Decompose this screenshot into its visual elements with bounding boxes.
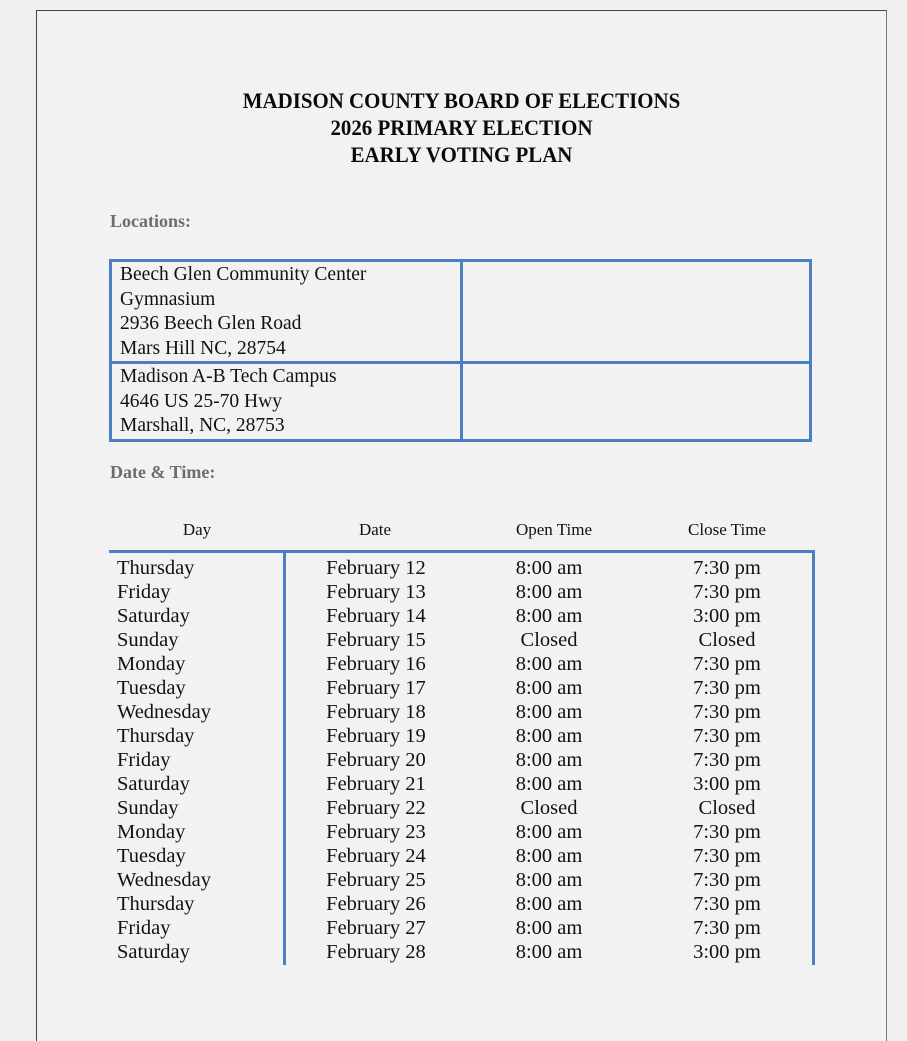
location-line: 2936 Beech Glen Road (120, 313, 302, 334)
location-line: Madison A-B Tech Campus (120, 366, 337, 387)
date-cell: February 12 (326, 557, 426, 579)
open-time-cell: 8:00 am (515, 821, 583, 843)
day-cell: Friday (117, 581, 171, 603)
schedule-row (109, 916, 815, 940)
close-time-cell: 7:30 pm (693, 725, 761, 747)
close-time-cell: 7:30 pm (693, 893, 761, 915)
location-row (111, 261, 811, 363)
open-time-cell: Closed (520, 797, 578, 819)
schedule-row (109, 820, 815, 844)
day-cell: Tuesday (117, 845, 186, 867)
close-time-cell: 7:30 pm (693, 821, 761, 843)
day-cell: Saturday (117, 773, 190, 795)
date-cell: February 20 (326, 749, 426, 771)
close-time-cell: 3:00 pm (693, 605, 761, 627)
date-cell: February 24 (326, 845, 426, 867)
date-cell: February 13 (326, 581, 426, 603)
close-time-cell: 7:30 pm (693, 557, 761, 579)
schedule-row (109, 940, 815, 964)
date-cell: February 22 (326, 797, 426, 819)
open-time-cell: 8:00 am (515, 749, 583, 771)
schedule-table (109, 550, 815, 965)
day-cell: Tuesday (117, 677, 186, 699)
open-time-cell: 8:00 am (515, 605, 583, 627)
date-cell: February 17 (326, 677, 426, 699)
open-time-cell: 8:00 am (515, 941, 583, 963)
date-cell: February 26 (326, 893, 426, 915)
schedule-row (109, 844, 815, 868)
date-cell: February 21 (326, 773, 426, 795)
date-cell: February 25 (326, 869, 426, 891)
open-time-cell: 8:00 am (515, 677, 583, 699)
location-line: Gymnasium (120, 288, 216, 310)
day-cell: Sunday (117, 629, 179, 651)
schedule-row (109, 580, 815, 604)
close-time-cell: 7:30 pm (693, 653, 761, 675)
close-time-cell: Closed (698, 797, 756, 819)
schedule-row (109, 556, 815, 580)
date-cell: February 15 (326, 629, 426, 651)
column-header-open-time: Open Time (515, 520, 593, 539)
day-cell: Friday (117, 917, 171, 939)
date-time-heading: Date & Time: (110, 462, 216, 482)
close-time-cell: 7:30 pm (693, 581, 761, 603)
day-cell: Thursday (117, 725, 195, 747)
day-cell: Friday (117, 749, 171, 771)
schedule-row (109, 676, 815, 700)
close-time-cell: 7:30 pm (693, 701, 761, 723)
column-header-date: Date (358, 520, 392, 539)
location-row (111, 363, 811, 441)
open-time-cell: 8:00 am (515, 701, 583, 723)
location-cell (111, 261, 462, 363)
schedule-row (109, 868, 815, 892)
day-cell: Sunday (117, 797, 179, 819)
close-time-cell: 7:30 pm (693, 917, 761, 939)
date-cell: February 28 (326, 941, 426, 963)
open-time-cell: 8:00 am (515, 773, 583, 795)
location-line: Mars Hill NC, 28754 (120, 337, 286, 359)
schedule-row (109, 628, 815, 652)
schedule-row (109, 724, 815, 748)
open-time-cell: 8:00 am (515, 845, 583, 867)
location-line: 4646 US 25-70 Hwy (120, 390, 282, 412)
date-cell: February 27 (326, 917, 426, 939)
document-title (37, 87, 886, 168)
open-time-cell: 8:00 am (515, 581, 583, 603)
close-time-cell: 7:30 pm (693, 749, 761, 771)
day-cell: Saturday (117, 605, 190, 627)
day-cell: Monday (117, 821, 186, 843)
close-time-cell: 7:30 pm (693, 869, 761, 891)
location-cell (111, 363, 462, 441)
day-cell: Saturday (117, 941, 190, 963)
open-time-cell: 8:00 am (515, 653, 583, 675)
schedule-rows (109, 556, 815, 964)
location-empty-cell (461, 261, 810, 363)
title-line: EARLY VOTING PLAN (350, 142, 573, 167)
open-time-cell: Closed (520, 629, 578, 651)
schedule-row (109, 892, 815, 916)
open-time-cell: 8:00 am (515, 725, 583, 747)
day-cell: Thursday (117, 557, 195, 579)
close-time-cell: 3:00 pm (693, 941, 761, 963)
locations-table (109, 259, 812, 442)
date-cell: February 19 (326, 725, 426, 747)
date-cell: February 16 (326, 653, 426, 675)
day-cell: Thursday (117, 893, 195, 915)
schedule-row (109, 604, 815, 628)
close-time-cell: 7:30 pm (693, 677, 761, 699)
location-empty-cell (461, 363, 810, 441)
day-cell: Monday (117, 653, 186, 675)
day-cell: Wednesday (117, 701, 211, 723)
column-header-close-time: Close Time (688, 520, 766, 539)
schedule-row (109, 748, 815, 772)
title-line: MADISON COUNTY BOARD OF ELECTIONS (242, 88, 681, 113)
date-cell: February 18 (326, 701, 426, 723)
open-time-cell: 8:00 am (515, 917, 583, 939)
title-line: 2026 PRIMARY ELECTION (330, 115, 593, 140)
document-page (36, 10, 887, 1041)
close-time-cell: 3:00 pm (693, 773, 761, 795)
schedule-row (109, 772, 815, 796)
schedule-row (109, 652, 815, 676)
locations-heading: Locations: (110, 211, 191, 231)
schedule-row (109, 700, 815, 724)
open-time-cell: 8:00 am (515, 869, 583, 891)
close-time-cell: Closed (698, 629, 756, 651)
schedule-row (109, 796, 815, 820)
date-cell: February 23 (326, 821, 426, 843)
close-time-cell: 7:30 pm (693, 845, 761, 867)
day-cell: Wednesday (117, 869, 211, 891)
date-cell: February 14 (326, 605, 426, 627)
location-line: Marshall, NC, 28753 (120, 415, 285, 436)
column-header-day: Day (182, 520, 212, 539)
location-line: Beech Glen Community Center (120, 264, 367, 285)
open-time-cell: 8:00 am (515, 893, 583, 915)
open-time-cell: 8:00 am (515, 557, 583, 579)
